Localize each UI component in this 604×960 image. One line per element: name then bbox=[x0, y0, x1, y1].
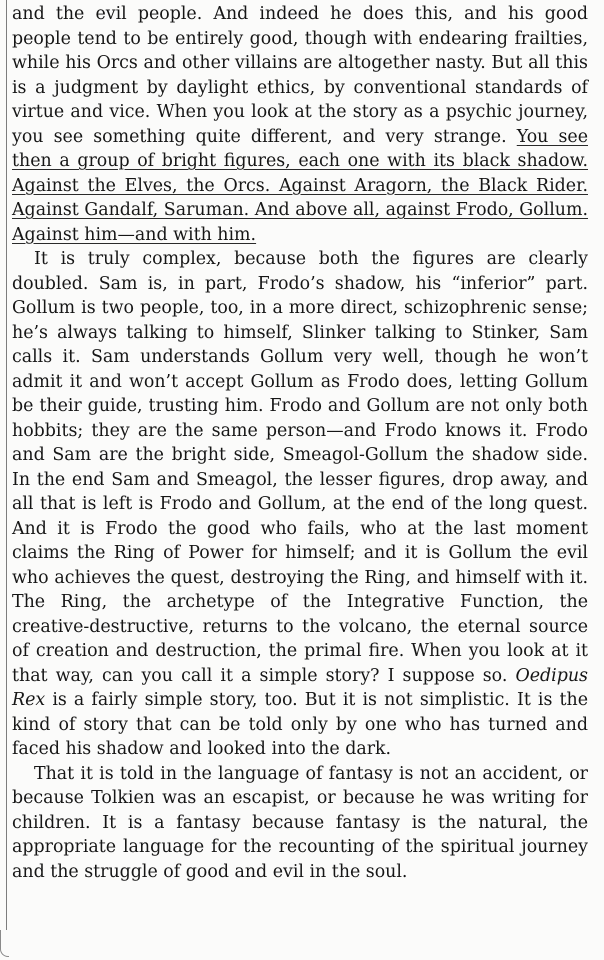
paragraph-3 bbox=[12, 762, 588, 885]
paragraph-2-text-b: is a fairly simple story, too. But it is not simplistic. It is the kind of story that can be told only by one who has turned and faced his shadow and looked into the dark. bbox=[12, 690, 588, 759]
body-text bbox=[12, 2, 588, 884]
paragraph-1-text: and the evil people. And indeed he does this, and his good people tend to be entirely good, though with endearing frailties, while his Orcs and other villains are altogether nasty. But all this is a judgment by daylight ethics, by conventional standards of virtue and vice. When you look at the story as a psychic journey, you see something quite different, and very strange. bbox=[12, 4, 588, 147]
page-margin-curl bbox=[0, 930, 9, 957]
underlined-passage: You see then a group of bright figures, each one with its black shadow. Against the Elves, the Orcs. Against Aragorn, the Black Rider. Against Gandalf, Saruman. And above all, against Frodo, Gollum. Against him—and with him. bbox=[12, 126, 588, 245]
paragraph-3-text: That it is told in the language of fantasy is not an accident, or because Tolkien was an escapist, or because he was writing for children. It is a fantasy because fantasy is the natural, the appropriate language for the recounting of the spiritual journey and the struggle of good and evil in the soul. bbox=[12, 763, 588, 882]
page-margin-rule bbox=[6, 0, 7, 930]
paragraph-2-text-a: It is truly complex, because both the figures are clearly doubled. Sam is, in part, Frodo’s shadow, his “inferior” part. Gollum is two people, too, in a more direct, schizophrenic sense; he’s always talking to himself, Slinker talking to Stinker, Sam calls it. Sam understands Gollum very well, though he won’t admit it and won’t accept Gollum as Frodo does, letting Gollum be their guide, trusting him. Frodo and Gollum are not only both hobbits; they are the same person—and Frodo knows it. Frodo and Sam are the bright side, Smeagol-Gollum the shadow side. In the end Sam and Smeagol, the lesser figures, drop away, and all that is left is Frodo and Gollum, at the end of the long quest. And it is Frodo the good who fails, who at the last moment claims the Ring of Power for himself; and it is Gollum the evil who achieves the quest, destroying the Ring, and himself with it. The Ring, the archetype of the Integrative Function, the creative-destructive, returns to the volcano, the eternal source of creation and destruction, the primal fire. When you look at it that way, can you call it a simple story? I suppose so. bbox=[12, 249, 588, 686]
paragraph-1 bbox=[12, 2, 588, 247]
paragraph-2 bbox=[12, 247, 588, 762]
book-title-oedipus-rex: Oedipus Rex bbox=[12, 665, 588, 710]
